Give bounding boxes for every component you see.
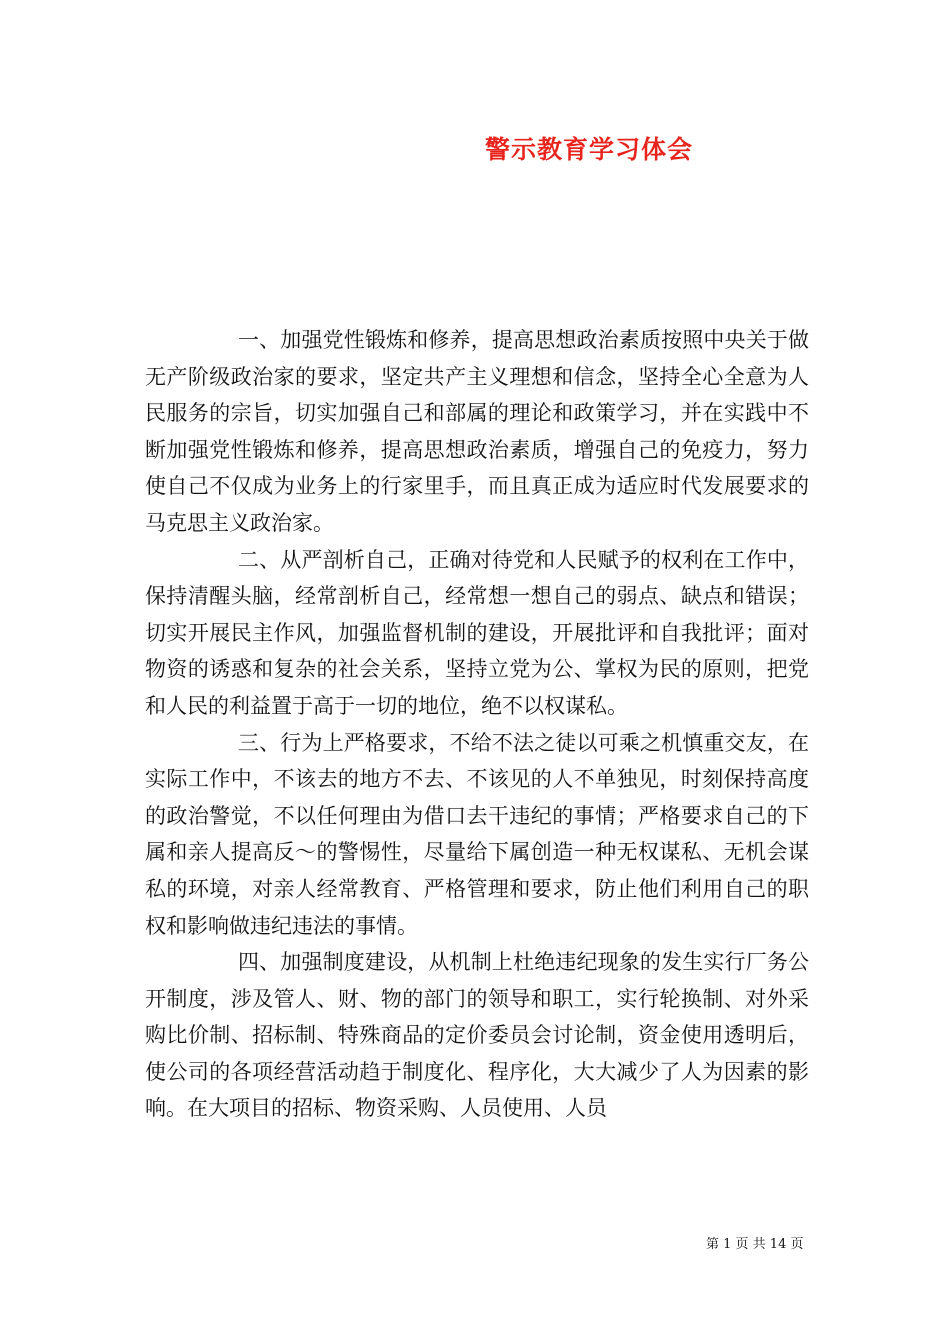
- paragraph-2: 二、从严剖析自己，正确对待党和人民赋予的权利在工作中，保持清醒头脑，经常剖析自己，经常想一想自己的弱点、缺点和错误；切实开展民主作风，加强监督机制的建设，开展批评和自我批评；面对物资的诱惑和复杂的社会关系，坚持立党为公、掌权为民的原则，把党和人民的利益置于高于一切的地位，绝不以权谋私。: [145, 547, 809, 718]
- page-number-footer: 第 1 页 共 14 页: [706, 1237, 804, 1252]
- document-body: [145, 322, 809, 1127]
- paragraph-1: 一、加强党性锻炼和修养，提高思想政治素质按照中央关于做无产阶级政治家的要求，坚定共产主义理想和信念，坚持全心全意为人民服务的宗旨，切实加强自己和部属的理论和政策学习，并在实践中不断加强党性锻炼和修养，提高思想政治素质，增强自己的免疫力，努力使自己不仅成为业务上的行家里手，而且真正成为适应时代发展要求的马克思主义政治家。: [145, 328, 809, 535]
- document-title: 警示教育学习体会: [484, 135, 693, 164]
- paragraph-3: 三、行为上严格要求，不给不法之徒以可乘之机慎重交友，在实际工作中，不该去的地方不去、不该见的人不单独见，时刻保持高度的政治警觉，不以任何理由为借口去干违纪的事情；严格要求自己的下属和亲人提高反～的警惕性，尽量给下属创造一种无权谋私、无机会谋私的环境，对亲人经常教育、严格管理和要求，防止他们利用自己的职权和影响做违纪违法的事情。: [145, 730, 809, 938]
- paragraph-4: 四、加强制度建设，从机制上杜绝违纪现象的发生实行厂务公开制度，涉及管人、财、物的部门的领导和职工，实行轮换制、对外采购比价制、招标制、特殊商品的定价委员会讨论制，资金使用透明后，使公司的各项经营活动趋于制度化、程序化，大大减少了人为因素的影响。在大项目的招标、物资采购、人员使用、人员: [145, 950, 809, 1121]
